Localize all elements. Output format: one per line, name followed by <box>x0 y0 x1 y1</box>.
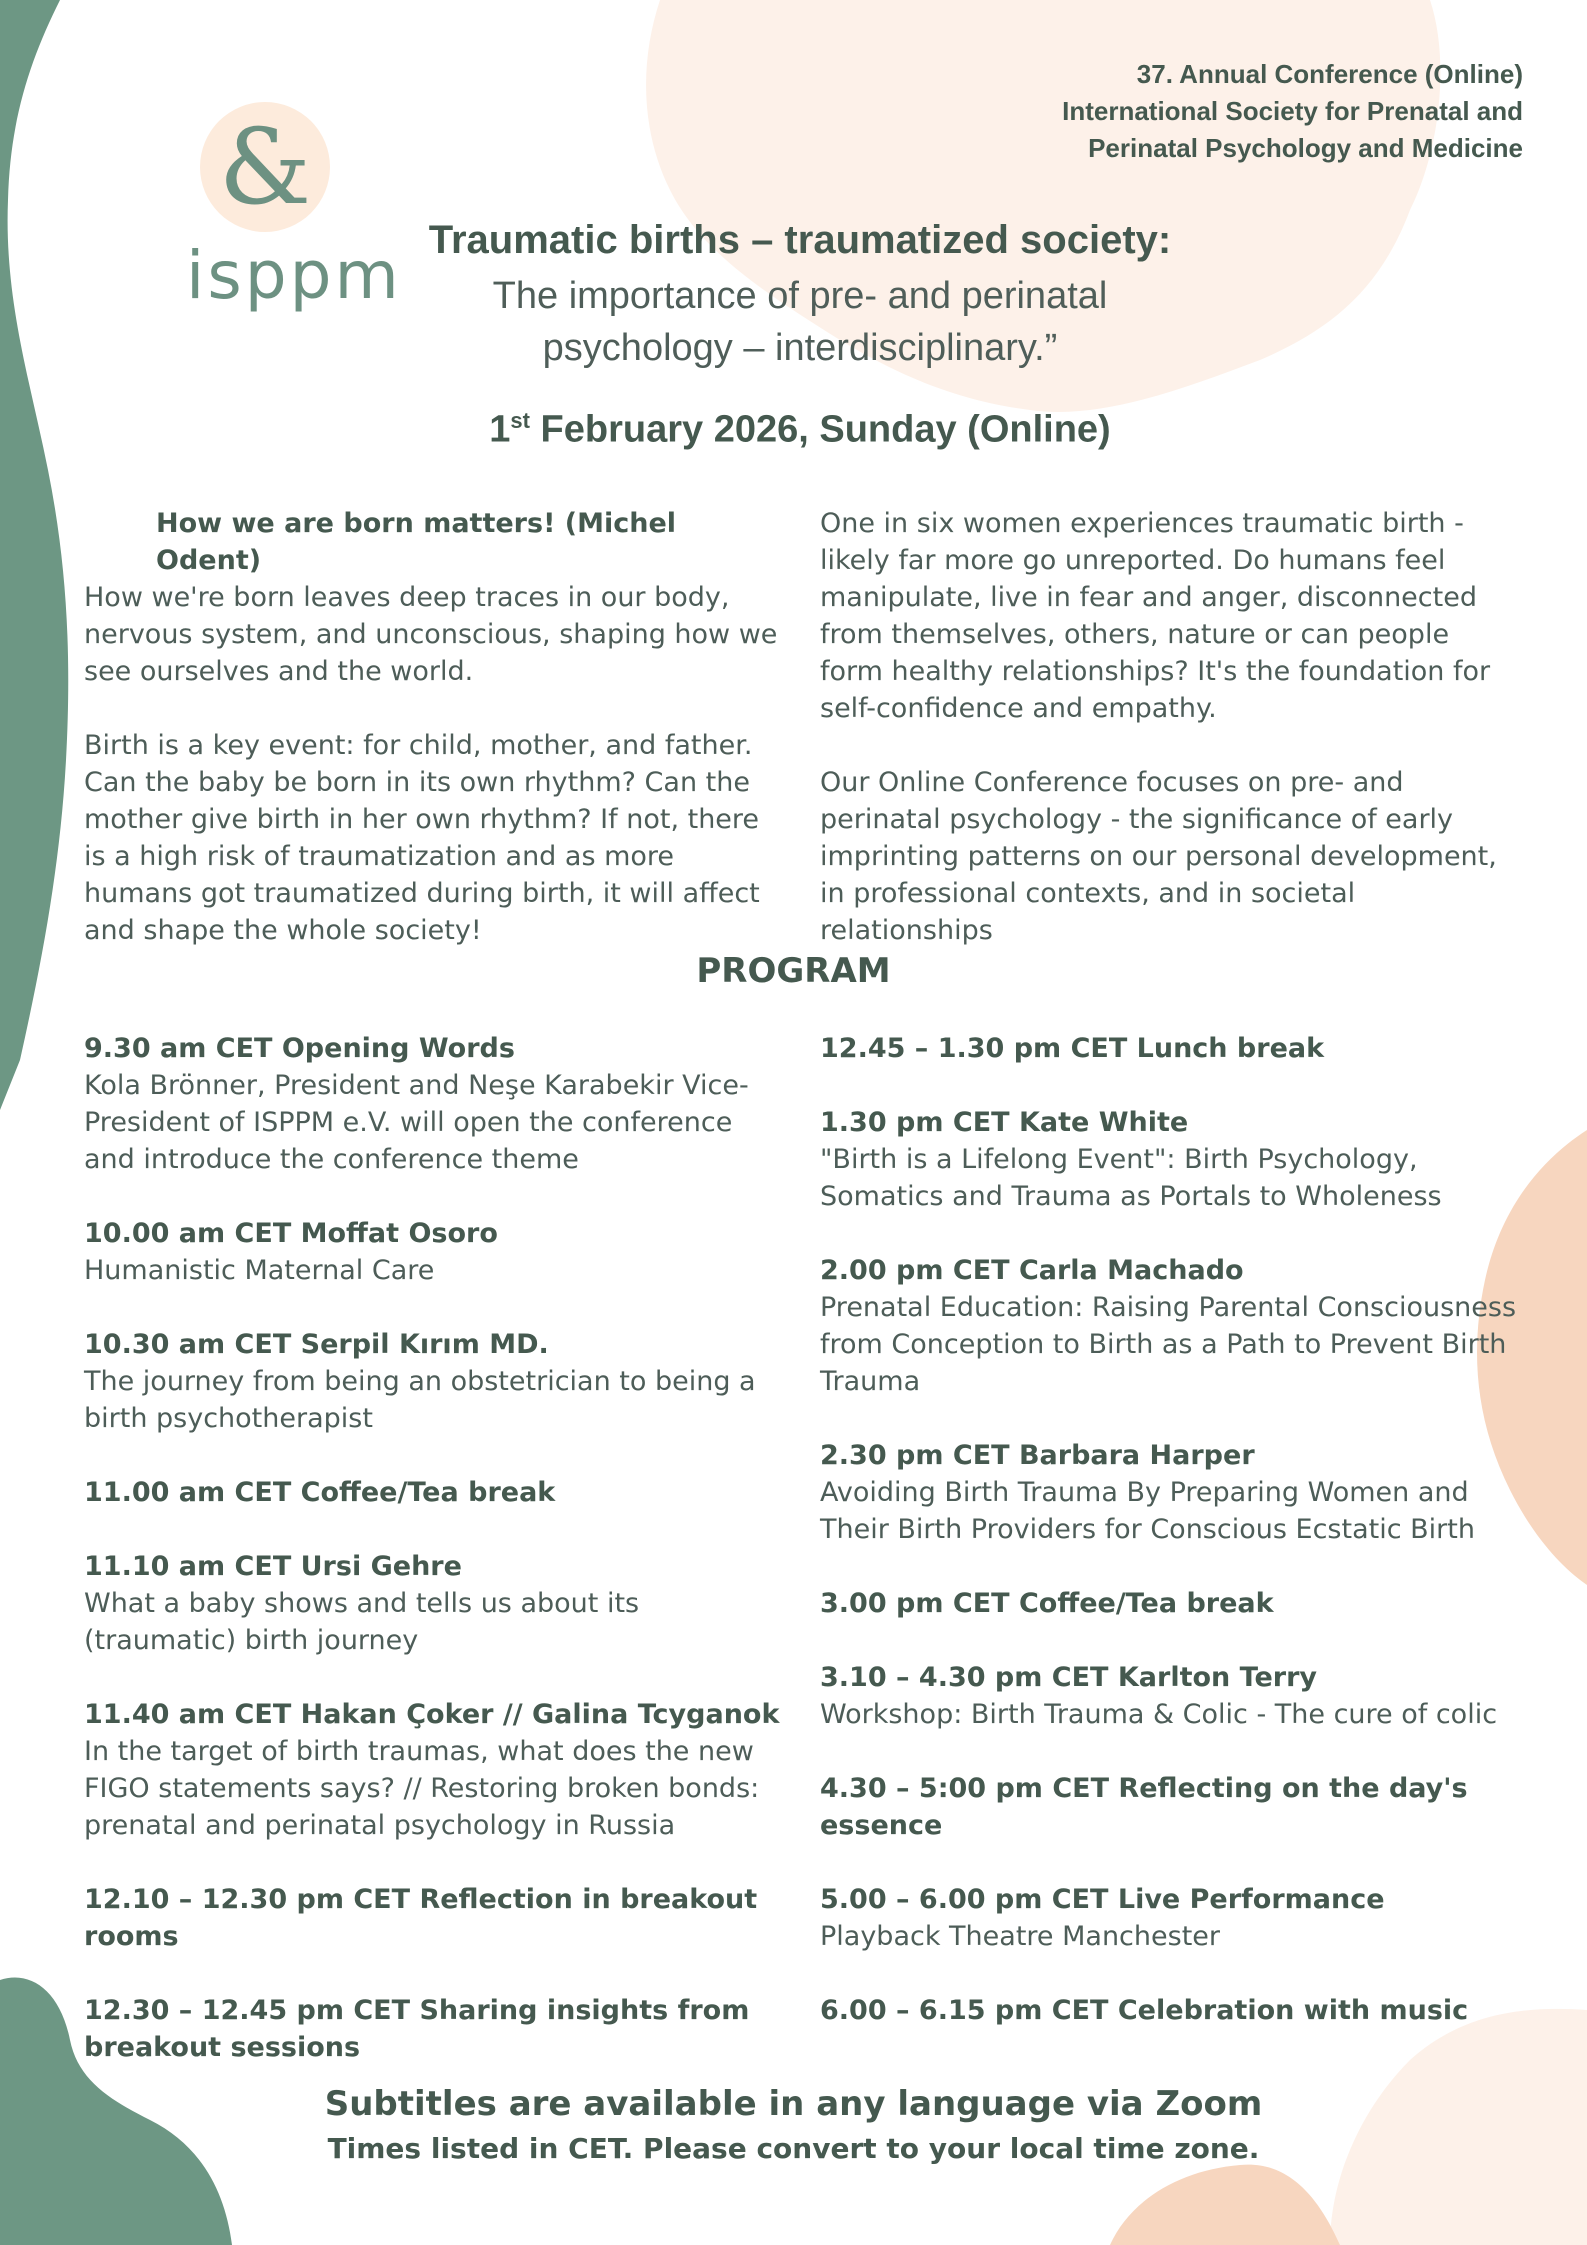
date-day: 1 <box>489 408 511 451</box>
program-item-title: 11.00 am CET Coffee/Tea break <box>84 1477 556 1508</box>
program-item-title: 3.00 pm CET Coffee/Tea break <box>820 1588 1274 1619</box>
program-item <box>84 1215 784 1289</box>
program-item-title: 2.30 pm CET Barbara Harper <box>820 1440 1255 1471</box>
program-item <box>84 1030 784 1178</box>
program-item-title: 2.00 pm CET Carla Machado <box>820 1255 1244 1286</box>
program-item-title: 11.10 am CET Ursi Gehre <box>84 1551 462 1582</box>
conference-info-line2: International Society for Prenatal and <box>1062 96 1523 126</box>
program-item-description: Avoiding Birth Trauma By Preparing Women and Their Birth Providers for Conscious Ecstatic Birth <box>820 1477 1475 1545</box>
program-item-description: Workshop: Birth Trauma & Colic - The cure of colic <box>820 1699 1498 1730</box>
subtitles-note: Subtitles are available in any language via Zoom <box>324 2084 1263 2124</box>
program-item <box>84 1474 784 1511</box>
intro-paragraph: One in six women experiences traumatic birth - likely far more go unreported. Do humans feel manipulate, live in fear and anger, disconnected from themselves, others, nature or can people form healthy relationships? It's the foundation for self-confidence and empathy. <box>820 508 1491 724</box>
program-item <box>820 1030 1520 1067</box>
intro-paragraph: How we're born leaves deep traces in our body, nervous system, and unconscious, shaping how we see ourselves and the world. <box>84 582 778 687</box>
program-item-description: Humanistic Maternal Care <box>84 1255 435 1286</box>
program-item <box>84 1696 784 1844</box>
program-item-description: The journey from being an obstetrician to being a birth psychotherapist <box>84 1366 756 1434</box>
program-item-title: 12.30 – 12.45 pm CET Sharing insights from breakout sessions <box>84 1995 750 2063</box>
timezone-note: Times listed in CET. Please convert to your local time zone. <box>327 2132 1260 2165</box>
program-item <box>820 1881 1520 1955</box>
conference-date <box>400 396 1200 455</box>
program-item-title: 1.30 pm CET Kate White <box>820 1107 1189 1138</box>
program-item <box>820 1770 1520 1844</box>
logo-wordmark: isppm <box>186 237 402 314</box>
program-item-description: What a baby shows and tells us about its (traumatic) birth journey <box>84 1588 640 1656</box>
program-item-title: 12.45 – 1.30 pm CET Lunch break <box>820 1033 1325 1064</box>
program-item <box>820 1252 1520 1400</box>
intro-left-column <box>84 505 784 949</box>
program-item-title: 9.30 am CET Opening Words <box>84 1033 515 1064</box>
program-item <box>84 1326 784 1437</box>
program-item <box>84 1548 784 1659</box>
program-right-column <box>820 1030 1520 2066</box>
intro-paragraph: Birth is a key event: for child, mother, and father. Can the baby be born in its own rhythm? Can the mother give birth in her own rhythm? If not, there is a high risk of traumatization and as more humans got traumatized during birth, it will affect and shape the whole society! <box>84 730 760 946</box>
program-item <box>820 1437 1520 1548</box>
conference-title <box>400 210 1200 374</box>
intro-paragraph: Our Online Conference focuses on pre- and perinatal psychology - the significance of early imprinting patterns on our personal development, in professional contexts, and in societal relationships <box>820 767 1497 946</box>
program-item-title: 10.00 am CET Moffat Osoro <box>84 1218 498 1249</box>
date-suffix: st <box>510 408 530 433</box>
title-sub-line2: psychology – interdisciplinary.” <box>542 327 1058 369</box>
program-item-title: 3.10 – 4.30 pm CET Karlton Terry <box>820 1662 1318 1693</box>
program-item-description: Prenatal Education: Raising Parental Consciousness from Conception to Birth as a Path to Prevent Birth Trauma <box>820 1292 1517 1397</box>
conference-info-line3: Perinatal Psychology and Medicine <box>1088 133 1523 163</box>
program-item <box>820 1585 1520 1622</box>
isppm-logo <box>186 100 402 320</box>
program-item <box>820 1992 1520 2029</box>
program-item-description: In the target of birth traumas, what does the new FIGO statements says? // Restoring broken bonds: prenatal and perinatal psychology in Russia <box>84 1736 760 1841</box>
ampersand-icon: & <box>218 106 312 228</box>
footer-notes <box>0 2080 1587 2170</box>
program-item <box>820 1659 1520 1733</box>
program-left-column <box>84 1030 784 2103</box>
intro-right-column <box>820 505 1520 949</box>
program-item <box>820 1104 1520 1215</box>
title-sub-line1: The importance of pre- and perinatal <box>492 275 1108 317</box>
program-item-title: 11.40 am CET Hakan Çoker // Galina Tcyganok <box>84 1699 780 1730</box>
program-item-title: 4.30 – 5:00 pm CET Reflecting on the day's essence <box>820 1773 1468 1841</box>
intro-heading: How we are born matters! (Michel Odent) <box>156 508 677 576</box>
conference-info-line1: 37. Annual Conference (Online) <box>1136 59 1523 89</box>
program-item-description: Kola Brönner, President and Neşe Karabekir Vice-President of ISPPM e.V. will open the conference and introduce the conference theme <box>84 1070 749 1175</box>
program-item <box>84 1992 784 2066</box>
program-item-description: Playback Theatre Manchester <box>820 1921 1220 1952</box>
conference-info <box>823 56 1523 167</box>
program-item-description: "Birth is a Lifelong Event": Birth Psychology, Somatics and Trauma as Portals to Wholeness <box>820 1144 1442 1212</box>
program-item-title: 10.30 am CET Serpil Kırım MD. <box>84 1329 549 1360</box>
date-rest: February 2026, Sunday (Online) <box>529 408 1111 451</box>
program-item-title: 12.10 – 12.30 pm CET Reflection in breakout rooms <box>84 1884 758 1952</box>
program-item-title: 6.00 – 6.15 pm CET Celebration with music <box>820 1995 1469 2026</box>
program-item <box>84 1881 784 1955</box>
program-item-title: 5.00 – 6.00 pm CET Live Performance <box>820 1884 1385 1915</box>
title-main: Traumatic births – traumatized society: <box>428 218 1172 262</box>
program-title: PROGRAM <box>696 951 891 991</box>
